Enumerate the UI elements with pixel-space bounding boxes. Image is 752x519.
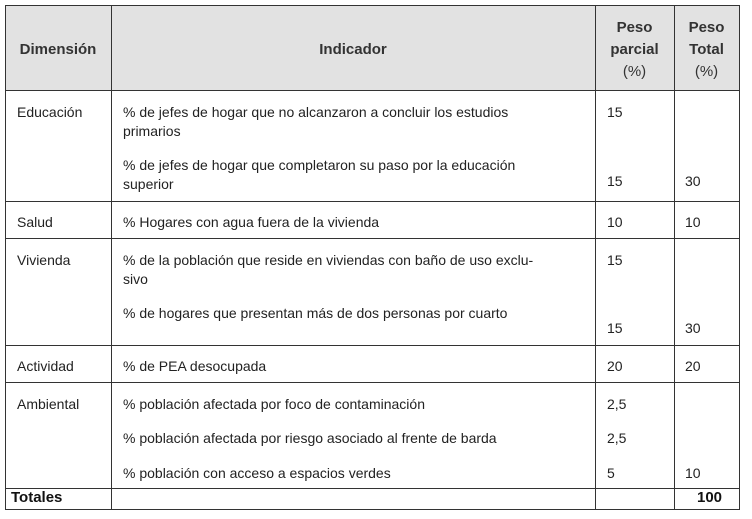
weights-table <box>5 5 740 510</box>
row-divider <box>5 201 740 202</box>
table-border-left <box>5 5 6 510</box>
table-border-top <box>5 5 740 6</box>
indicator-line: sivo <box>123 271 148 287</box>
header-partial-weight-line2: parcial <box>610 41 659 58</box>
totals-label: Totales <box>11 489 63 506</box>
total-weight-ambiental: 10 <box>685 465 701 481</box>
row-divider <box>5 90 740 91</box>
header-total-weight-line1: Peso <box>688 19 725 36</box>
header-partial-weight <box>595 17 674 83</box>
column-divider <box>111 5 112 510</box>
totals-value: 100 <box>697 489 723 506</box>
table-border-right <box>739 5 740 510</box>
header-indicator: Indicador <box>319 41 387 58</box>
indicator-line: % de jefes de hogar que no alcanzaron a concluir los estudios <box>123 104 509 120</box>
partial-weight-salud-1: 10 <box>607 214 623 230</box>
header-total-weight-line2: Total <box>689 41 724 58</box>
total-weight-educacion: 30 <box>685 173 701 189</box>
total-weight-actividad: 20 <box>685 358 701 374</box>
indicator-line: % de la población que reside en viviendas con baño de uso exclu- <box>123 252 534 268</box>
partial-weight-educacion-2: 15 <box>607 173 623 189</box>
indicator-educacion-2 <box>123 156 515 194</box>
partial-weight-educacion-1: 15 <box>607 104 623 120</box>
dimension-actividad: Actividad <box>17 358 74 374</box>
partial-weight-actividad-1: 20 <box>607 358 623 374</box>
partial-weight-ambiental-2: 2,5 <box>607 430 627 446</box>
header-total-weight <box>674 17 739 83</box>
row-divider <box>5 238 740 239</box>
row-divider <box>5 488 740 489</box>
header-total-weight-line3: (%) <box>694 63 719 80</box>
indicator-ambiental-3: % población con acceso a espacios verdes <box>123 465 391 481</box>
partial-weight-vivienda-2: 15 <box>607 320 623 336</box>
indicator-educacion-1 <box>123 103 508 141</box>
indicator-line: superior <box>123 176 174 192</box>
row-divider <box>5 345 740 346</box>
indicator-ambiental-2: % población afectada por riesgo asociado al frente de barda <box>123 430 497 446</box>
dimension-educacion: Educación <box>17 104 83 120</box>
indicator-line: % de jefes de hogar que completaron su paso por la educación <box>123 157 516 173</box>
indicator-ambiental-1: % población afectada por foco de contaminación <box>123 396 425 412</box>
partial-weight-vivienda-1: 15 <box>607 252 623 268</box>
dimension-salud: Salud <box>17 214 53 230</box>
indicator-actividad-1: % de PEA desocupada <box>123 358 267 374</box>
partial-weight-ambiental-3: 5 <box>607 465 615 481</box>
dimension-vivienda: Vivienda <box>17 252 71 268</box>
header-partial-weight-line1: Peso <box>616 19 653 36</box>
table-border-bottom <box>5 509 740 510</box>
row-divider <box>5 382 740 383</box>
header-partial-weight-line3: (%) <box>622 63 647 80</box>
indicator-salud-1: % Hogares con agua fuera de la vivienda <box>123 214 380 230</box>
header-dimension: Dimensión <box>19 41 97 58</box>
indicator-vivienda-1 <box>123 251 533 289</box>
indicator-vivienda-2: % de hogares que presentan más de dos personas por cuarto <box>123 305 508 321</box>
total-weight-salud: 10 <box>685 214 701 230</box>
partial-weight-ambiental-1: 2,5 <box>607 396 627 412</box>
indicator-line: primarios <box>123 123 181 139</box>
total-weight-vivienda: 30 <box>685 320 701 336</box>
dimension-ambiental: Ambiental <box>17 396 80 412</box>
